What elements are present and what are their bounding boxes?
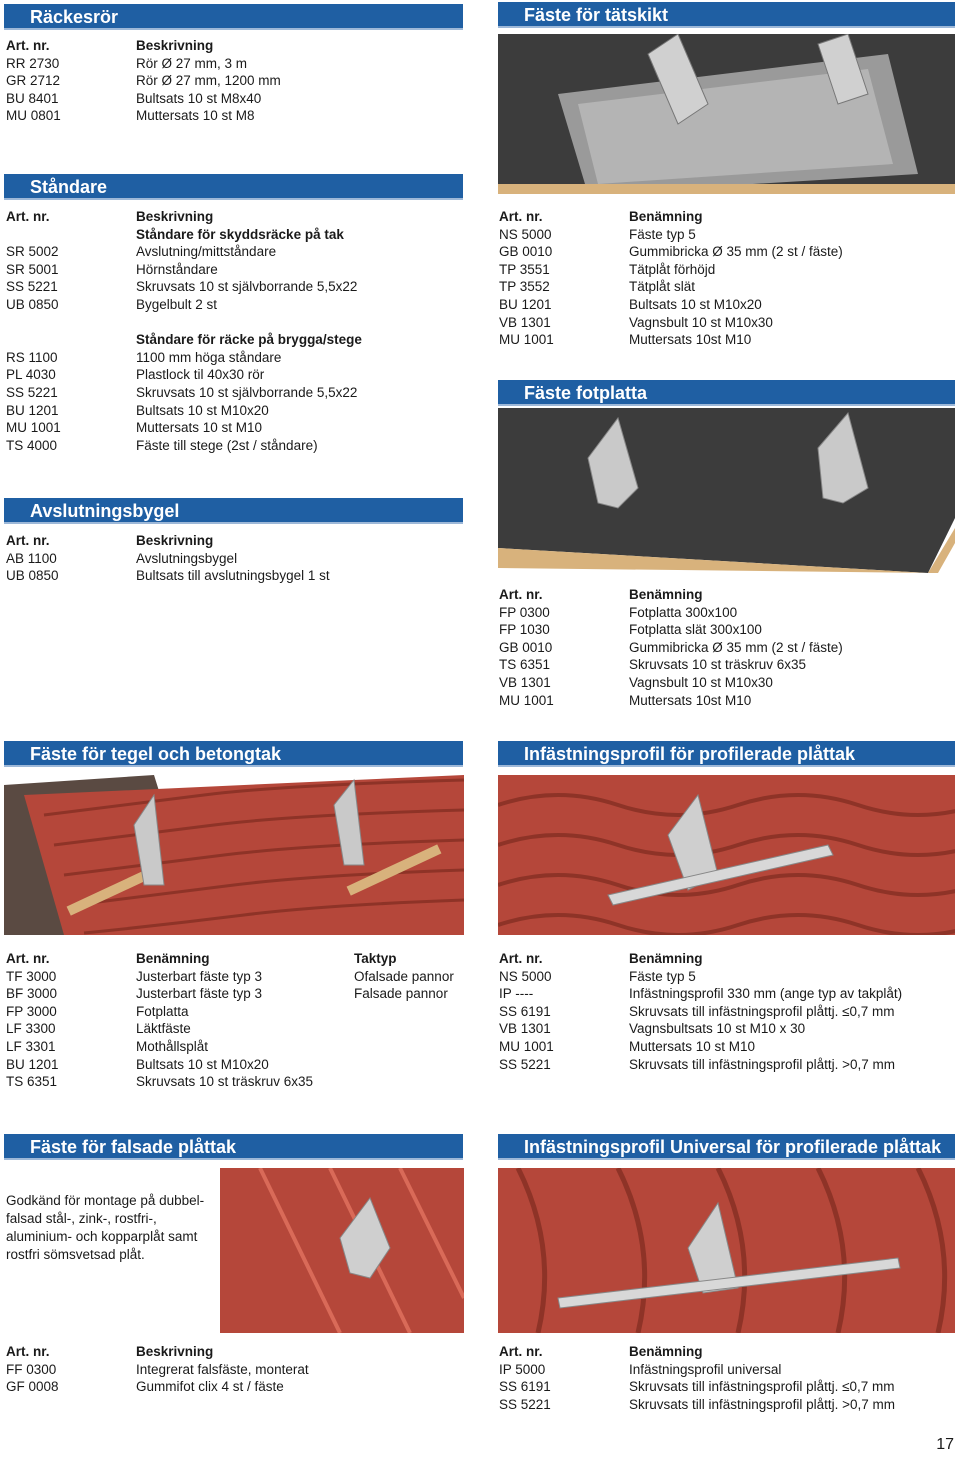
table-row: [499, 968, 902, 986]
table-row: [6, 55, 281, 73]
table-row: [499, 331, 843, 349]
art-nr: IP ----: [499, 986, 534, 1002]
membrane-roof-image: [498, 34, 955, 194]
art-nr: FP 0300: [499, 604, 550, 620]
description: Bultsats 10 st M8x40: [136, 90, 262, 106]
section-header-avslutningsbygel: Avslutningsbygel: [4, 498, 463, 524]
description: Skruvsats 10 st träskruv 6x35: [629, 657, 807, 673]
subheading-text: Ståndare för skyddsräcke på tak: [136, 226, 344, 242]
description: Vagnsbult 10 st M10x30: [629, 674, 773, 690]
description: Bultsats till avslutningsbygel 1 st: [136, 568, 330, 584]
table-row: [499, 1378, 895, 1396]
table-falsade: [6, 1343, 309, 1396]
table-row: [6, 1056, 454, 1074]
table-row: [6, 550, 330, 568]
table-header: [6, 532, 330, 550]
art-nr: SS 6191: [499, 1003, 551, 1019]
section-header-raeckesroer: Räckesrör: [4, 4, 463, 30]
description: Fotplatta slät 300x100: [629, 622, 762, 638]
membrane-illustration: [498, 34, 955, 194]
art-nr: GB 0010: [499, 244, 553, 260]
col-desc: Beskrivning: [136, 38, 214, 53]
art-nr: VB 1301: [499, 1021, 551, 1037]
table-row: [6, 296, 362, 314]
falsade-note: [6, 1192, 204, 1264]
table-row: [6, 278, 362, 296]
art-nr: LF 3300: [6, 1021, 56, 1037]
profiled-roof-image: [498, 775, 955, 935]
description: Skruvsats till infästningsprofil plåttj. ≤0,7 mm: [629, 1003, 895, 1019]
description: Gummibricka Ø 35 mm (2 st / fäste): [629, 244, 843, 260]
description: Mothållsplåt: [136, 1038, 209, 1054]
table-header: [6, 1343, 309, 1361]
art-nr: SS 5221: [499, 1056, 551, 1072]
description: Skruvsats till infästningsprofil plåttj. ≤0,7 mm: [629, 1379, 895, 1395]
table-row: [499, 692, 843, 710]
art-nr: RS 1100: [6, 349, 58, 365]
col-art: Art. nr.: [499, 951, 543, 966]
col-type: Taktyp: [354, 951, 397, 966]
description: Avslutning/mittståndare: [136, 244, 277, 260]
profiled-roof-illustration: [498, 775, 955, 935]
table-row: [499, 278, 843, 296]
art-nr: MU 0801: [6, 108, 61, 124]
table-row: [6, 72, 281, 90]
table-row: [6, 402, 362, 420]
section-header-falsade: Fäste för falsade plåttak: [4, 1134, 463, 1160]
table-header: [6, 37, 281, 55]
table-row: [499, 243, 843, 261]
table-row: [6, 1361, 309, 1379]
standing-seam-roof-image: [220, 1168, 464, 1333]
footplate-illustration: [498, 408, 955, 573]
art-nr: MU 1001: [6, 420, 61, 436]
table-row: [6, 419, 362, 437]
table-row: [499, 226, 843, 244]
page-number: 17: [936, 1436, 954, 1453]
table-row: [499, 296, 843, 314]
col-art: Art. nr.: [6, 1344, 50, 1359]
description: Integrerat falsfäste, monterat: [136, 1361, 309, 1377]
art-nr: SS 5221: [6, 279, 58, 295]
art-nr: BF 3000: [6, 986, 58, 1002]
table-row: [499, 261, 843, 279]
art-nr: RR 2730: [6, 55, 60, 71]
art-nr: MU 1001: [499, 332, 554, 348]
table-row: [6, 107, 281, 125]
description: Fotplatta: [136, 1003, 189, 1019]
table-avslutningsbygel: [6, 532, 330, 585]
col-art: Art. nr.: [499, 209, 543, 224]
description: Rör Ø 27 mm, 3 m: [136, 55, 248, 71]
table-header: [499, 1343, 895, 1361]
table-row: [6, 1038, 454, 1056]
art-nr: UB 0850: [6, 296, 59, 312]
table-row: [499, 1056, 902, 1074]
table-infaestning: [499, 950, 902, 1073]
table-row: [6, 1003, 454, 1021]
col-art: Art. nr.: [499, 587, 543, 602]
note-line: Godkänd för montage på dubbel-: [6, 1193, 205, 1208]
table-row: [6, 985, 454, 1003]
description: Muttersats 10st M10: [629, 332, 752, 348]
description: Fäste typ 5: [629, 968, 696, 984]
subheading-text: Ståndare för räcke på brygga/stege: [136, 332, 362, 348]
universal-profile-image: [498, 1168, 955, 1333]
description: Gummifot clix 4 st / fäste: [136, 1379, 284, 1395]
table-header: [499, 586, 843, 604]
art-nr: BU 1201: [499, 296, 552, 312]
table-row: [499, 1003, 902, 1021]
table-tegel: [6, 950, 454, 1091]
description: Bultsats 10 st M10x20: [136, 402, 269, 418]
table-row: [6, 968, 454, 986]
col-desc: Benämning: [629, 951, 703, 966]
art-nr: TS 4000: [6, 437, 58, 453]
art-nr: BU 1201: [6, 402, 59, 418]
table-header: [499, 950, 902, 968]
table-header: [6, 208, 362, 226]
note-line: rostfri sömsvetsad plåt.: [6, 1247, 145, 1262]
description: Gummibricka Ø 35 mm (2 st / fäste): [629, 639, 843, 655]
table-row: [499, 1396, 895, 1414]
art-nr: TS 6351: [6, 1074, 58, 1090]
table-row: [499, 639, 843, 657]
col-desc: Benämning: [136, 951, 210, 966]
art-nr: UB 0850: [6, 568, 59, 584]
art-nr: LF 3301: [6, 1038, 56, 1054]
tile-roof-illustration: [4, 775, 464, 935]
description: Vagnsbult 10 st M10x30: [629, 314, 773, 330]
table-row: [499, 674, 843, 692]
table-row: [6, 437, 362, 455]
description: Bultsats 10 st M10x20: [136, 1056, 269, 1072]
description: Skruvsats till infästningsprofil plåttj. >0,7 mm: [629, 1396, 895, 1412]
art-nr: GB 0010: [499, 639, 553, 655]
art-nr: SS 5221: [6, 384, 58, 400]
table-row: [6, 567, 330, 585]
table-taetskikt: [499, 208, 843, 349]
description: Fotplatta 300x100: [629, 604, 738, 620]
tile-roof-image: [4, 775, 464, 935]
table-row: [6, 1020, 454, 1038]
description: Fäste typ 5: [629, 226, 696, 242]
subheading: [6, 331, 362, 349]
description: Skruvsats 10 st självborrande 5,5x22: [136, 384, 358, 400]
col-art: Art. nr.: [6, 533, 50, 548]
art-nr: MU 1001: [499, 692, 554, 708]
description: Muttersats 10 st M10: [629, 1038, 756, 1054]
art-nr: BU 8401: [6, 90, 59, 106]
col-art: Art. nr.: [499, 1344, 543, 1359]
table-row: [6, 1378, 309, 1396]
description: Fäste till stege (2st / ståndare): [136, 437, 318, 453]
art-nr: VB 1301: [499, 674, 551, 690]
col-desc: Benämning: [629, 1344, 703, 1359]
table-universal: [499, 1343, 895, 1413]
description: Rör Ø 27 mm, 1200 mm: [136, 73, 281, 89]
art-nr: MU 1001: [499, 1038, 554, 1054]
description: Skruvsats 10 st självborrande 5,5x22: [136, 279, 358, 295]
description: Infästningsprofil universal: [629, 1361, 782, 1377]
table-header: [6, 950, 454, 968]
col-art: Art. nr.: [6, 951, 50, 966]
section-header-infaestning: Infästningsprofil för profilerade plåttak: [498, 741, 955, 767]
table-row: [499, 1020, 902, 1038]
description: Hörnståndare: [136, 261, 218, 277]
description: Tätplåt slät: [629, 279, 696, 295]
table-raeckesroer: [6, 37, 281, 125]
art-nr: NS 5000: [499, 968, 552, 984]
art-nr: FP 1030: [499, 622, 550, 638]
standing-seam-illustration: [220, 1168, 464, 1333]
description: Plastlock til 40x30 rör: [136, 367, 265, 383]
table-row: [499, 1361, 895, 1379]
section-header-taetskikt: Fäste för tätskikt: [498, 2, 955, 28]
table-row: [6, 349, 362, 367]
art-nr: BU 1201: [6, 1056, 59, 1072]
art-nr: TP 3552: [499, 279, 550, 295]
description: Bygelbult 2 st: [136, 296, 218, 312]
note-line: aluminium- och kopparplåt samt: [6, 1229, 198, 1244]
description: Justerbart fäste typ 3: [136, 986, 263, 1002]
table-row: [6, 1073, 454, 1091]
col-desc: Beskrivning: [136, 209, 214, 224]
note-line: falsad stål-, zink-, rostfri-,: [6, 1211, 157, 1226]
art-nr: AB 1100: [6, 550, 57, 566]
art-nr: SR 5001: [6, 261, 59, 277]
table-row: [499, 1038, 902, 1056]
description: Skruvsats till infästningsprofil plåttj. >0,7 mm: [629, 1056, 895, 1072]
description: 1100 mm höga ståndare: [136, 349, 282, 365]
art-nr: IP 5000: [499, 1361, 546, 1377]
table-row: [499, 621, 843, 639]
description: Justerbart fäste typ 3: [136, 968, 263, 984]
col-desc: Beskrivning: [136, 533, 214, 548]
art-nr: FP 3000: [6, 1003, 57, 1019]
col-art: Art. nr.: [6, 38, 50, 53]
table-row: [499, 604, 843, 622]
art-nr: NS 5000: [499, 226, 552, 242]
art-nr: SS 5221: [499, 1396, 551, 1412]
table-row: [6, 90, 281, 108]
description: Tätplåt förhöjd: [629, 261, 716, 277]
table-row: [499, 314, 843, 332]
art-nr: GR 2712: [6, 73, 61, 89]
table-row: [499, 656, 843, 674]
description: Muttersats 10 st M8: [136, 108, 255, 124]
table-row: [6, 384, 362, 402]
description: Avslutningsbygel: [136, 550, 238, 566]
description: Bultsats 10 st M10x20: [629, 296, 762, 312]
table-row: [6, 243, 362, 261]
art-nr: TS 6351: [499, 657, 551, 673]
description: Skruvsats 10 st träskruv 6x35: [136, 1074, 314, 1090]
subheading: [6, 226, 362, 244]
table-row: [6, 261, 362, 279]
art-nr: TP 3551: [499, 261, 550, 277]
art-nr: SS 6191: [499, 1379, 551, 1395]
table-fotplatta: [499, 586, 843, 709]
section-header-universal: Infästningsprofil Universal för profilerade plåttak: [498, 1134, 955, 1160]
art-nr: VB 1301: [499, 314, 551, 330]
universal-profile-illustration: [498, 1168, 955, 1333]
table-row: [499, 985, 902, 1003]
description: Muttersats 10st M10: [629, 692, 752, 708]
section-header-fotplatta: Fäste fotplatta: [498, 380, 955, 406]
art-nr: SR 5002: [6, 244, 59, 260]
art-nr: GF 0008: [6, 1379, 59, 1395]
table-header: [499, 208, 843, 226]
description: Muttersats 10 st M10: [136, 420, 263, 436]
section-header-tegel: Fäste för tegel och betongtak: [4, 741, 463, 767]
roof-type: Falsade pannor: [354, 986, 448, 1002]
description: Vagnsbultsats 10 st M10 x 30: [629, 1021, 806, 1037]
table-row: [6, 366, 362, 384]
art-nr: TF 3000: [6, 968, 57, 984]
col-art: Art. nr.: [6, 209, 50, 224]
col-desc: Benämning: [629, 209, 703, 224]
footplate-image: [498, 408, 955, 573]
col-desc: Beskrivning: [136, 1344, 214, 1359]
art-nr: PL 4030: [6, 367, 56, 383]
roof-type: Ofalsade pannor: [354, 968, 454, 984]
col-desc: Benämning: [629, 587, 703, 602]
table-staandare: [6, 208, 362, 454]
description: Läktfäste: [136, 1021, 191, 1037]
art-nr: FF 0300: [6, 1361, 57, 1377]
section-header-staandare: Ståndare: [4, 174, 463, 200]
description: Infästningsprofil 330 mm (ange typ av takplåt): [629, 986, 903, 1002]
